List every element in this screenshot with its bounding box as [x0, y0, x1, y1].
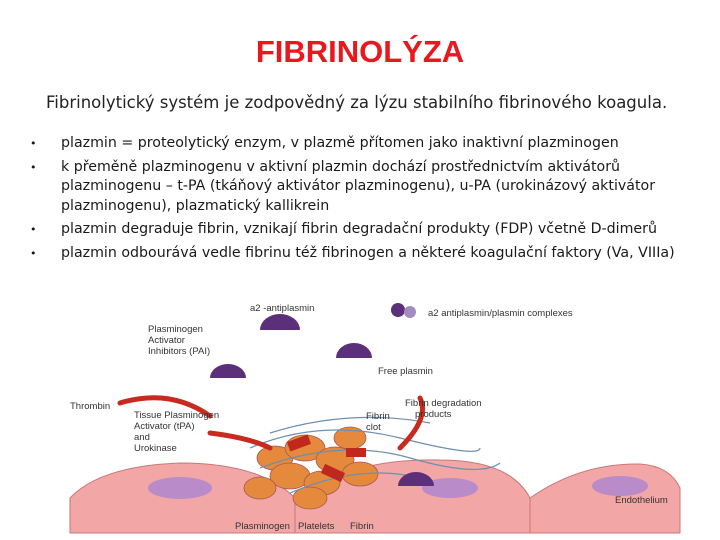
nucleus	[592, 476, 648, 496]
plasmin-molecule	[210, 364, 246, 378]
label-fibrin-clot: clot	[366, 422, 381, 433]
fibrinolysis-diagram	[60, 298, 682, 540]
label-fdp: Fibrin degradation	[405, 398, 482, 409]
list-item	[30, 244, 702, 264]
label-free-plasmin: Free plasmin	[378, 366, 433, 377]
label-tpa: and	[134, 432, 150, 443]
page-title: FIBRINOLÝZA	[255, 34, 465, 69]
label-endothelium: Endothelium	[615, 495, 668, 506]
plasmin-molecule	[336, 343, 372, 358]
intro-text: Fibrinolytický systém je zodpovědný za lýzu stabilního fibrinového koagula.	[46, 93, 668, 112]
label-plasminogen: Plasminogen	[235, 521, 290, 532]
list-item	[30, 220, 702, 240]
nucleus	[148, 477, 212, 499]
label-complexes: a2 antiplasmin/plasmin complexes	[428, 308, 573, 319]
platelet	[244, 477, 276, 499]
activator-arrow	[210, 433, 270, 448]
list-item	[30, 158, 702, 217]
list-item	[30, 134, 702, 154]
label-pai: Activator	[148, 335, 185, 346]
label-tpa: Urokinase	[134, 443, 177, 454]
activator-molecule	[346, 448, 366, 457]
bullet-icon: •	[30, 223, 37, 236]
plasmin-molecule	[260, 314, 300, 330]
label-fibrin: Fibrin	[350, 521, 374, 532]
label-pai: Inhibitors (PAI)	[148, 346, 211, 357]
bullet-text: k přeměně plazminogenu v aktivní plazmin dochází prostřednictvím aktivátorů plazminogenu – t-PA (tkáňový aktivátor plazminogenu), u-PA (urokinázový aktivátor plazminogenu), plazmatický kallikrein	[61, 158, 656, 214]
complex	[404, 306, 416, 318]
complex	[391, 303, 405, 317]
label-thrombin: Thrombin	[70, 401, 111, 412]
label-a2-antiplasmin: a2 -antiplasmin	[250, 303, 315, 314]
label-platelets: Platelets	[298, 521, 335, 532]
bullet-icon: •	[30, 137, 37, 150]
label-pai: Plasminogen	[148, 324, 203, 335]
bullet-icon: •	[30, 246, 37, 260]
label-tpa: Tissue Plasminogen	[134, 410, 220, 421]
label-fibrin-clot: Fibrin	[366, 411, 390, 422]
bullet-icon: •	[30, 160, 37, 174]
bullet-text: plazmin degraduje fibrin, vznikají fibrin degradační produkty (FDP) včetně D-dimerů	[61, 221, 657, 237]
bullet-text: plazmin = proteolytický enzym, v plazmě přítomen jako inaktivní plazminogen	[61, 135, 619, 151]
bullet-list	[30, 134, 702, 267]
label-fdp: products	[415, 409, 452, 420]
antiplasmin-complexes	[391, 303, 416, 318]
label-tpa: Activator (tPA)	[134, 421, 195, 432]
bullet-text: plazmin odbourává vedle fibrinu též fibrinogen a některé koagulační faktory (Va, VIIIa)	[61, 244, 675, 261]
